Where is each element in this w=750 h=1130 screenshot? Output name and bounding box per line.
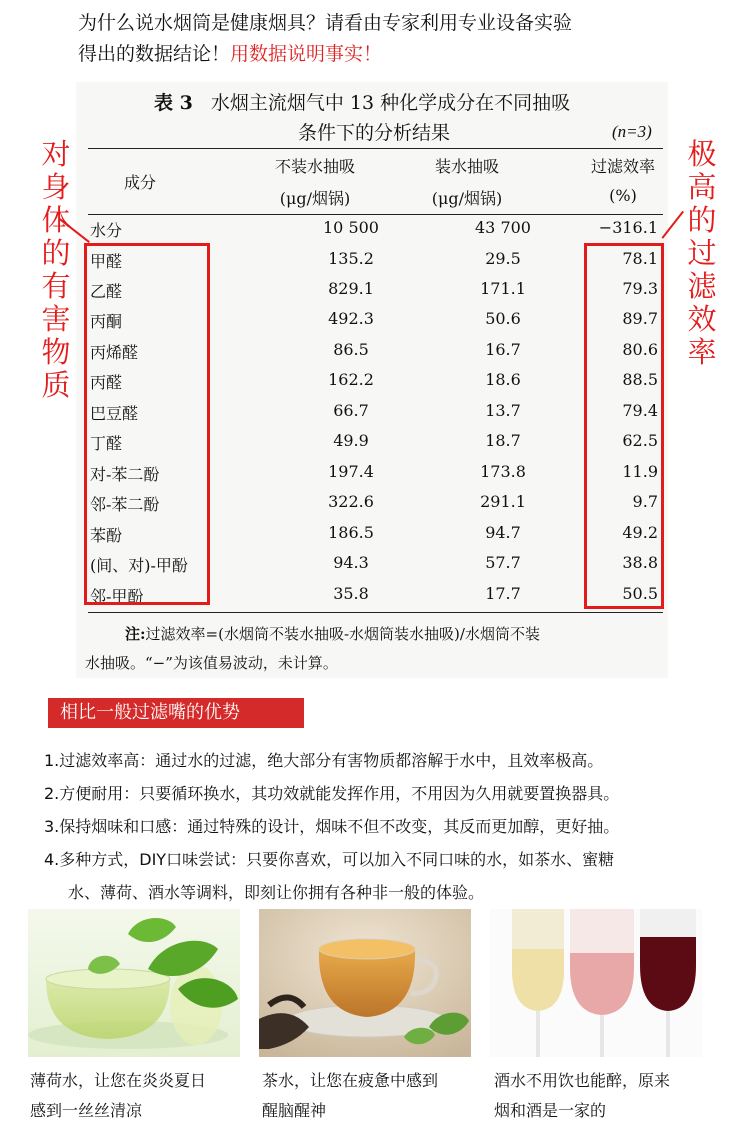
table-title-line-1: 水烟主流烟气中 13 种化学成分在不同抽吸 (210, 92, 571, 114)
cell-with-water: 43 700 (475, 218, 531, 237)
high-efficiency-label-char: 率 (687, 335, 717, 369)
header-with-water-unit: (μg/烟锅) (431, 189, 503, 208)
wine-glasses-icon (490, 909, 702, 1057)
cell-efficiency: 80.6 (622, 340, 658, 359)
note-text-2: 水抽吸。“−”为该值易波动，未计算。 (85, 654, 338, 672)
header-efficiency-unit: (%) (609, 186, 637, 205)
cell-component: 丙烯醛 (90, 343, 139, 362)
cell-no-water: 135.2 (328, 249, 374, 268)
cell-component: 邻-甲酚 (90, 587, 144, 606)
list-item: 2.方便耐用：只要循环换水，其功效就能发挥作用，不用因为久用就要置换器具。 (44, 784, 620, 803)
cell-no-water: 66.7 (333, 401, 369, 420)
harmful-substances-label-char: 对 (41, 137, 71, 171)
cell-with-water: 171.1 (480, 279, 526, 298)
advantages-heading: 相比一般过滤嘴的优势 (48, 698, 304, 728)
cell-with-water: 29.5 (485, 249, 521, 268)
cell-with-water: 17.7 (485, 584, 521, 603)
cell-component: 巴豆醛 (90, 404, 139, 423)
cell-efficiency: 11.9 (622, 462, 658, 481)
cell-no-water: 94.3 (333, 553, 369, 572)
cell-component: 丙酮 (90, 312, 123, 331)
cell-efficiency: 38.8 (622, 553, 658, 572)
cell-efficiency: 79.3 (622, 279, 658, 298)
cell-component: 邻-苯二酚 (90, 495, 160, 514)
tea-photo (259, 909, 471, 1057)
cell-no-water: 49.9 (333, 431, 369, 450)
cell-efficiency: 9.7 (632, 492, 658, 511)
cell-component: 苯酚 (90, 526, 123, 545)
cell-component: 丁醛 (90, 434, 123, 453)
harmful-substances-box (84, 243, 210, 605)
wine-caption-line-1: 酒水不用饮也能醉，原来 (494, 1071, 671, 1090)
harmful-substances-label-char: 有 (41, 269, 71, 303)
table-top-rule (88, 148, 663, 149)
intro-line-2 (78, 39, 728, 70)
intro-text (78, 8, 728, 70)
cell-no-water: 162.2 (328, 370, 374, 389)
cell-with-water: 18.6 (485, 370, 521, 389)
harmful-substances-label-char: 质 (41, 368, 71, 402)
tea-caption-line-1: 茶水，让您在疲惫中感到 (262, 1071, 439, 1090)
list-item-continuation: 水、薄荷、酒水等调料，即刻让你拥有各种非一般的体验。 (68, 883, 485, 902)
cell-no-water: 35.8 (333, 584, 369, 603)
note-text-1: 过滤效率=(水烟筒不装水抽吸-水烟筒装水抽吸)/水烟筒不装 (145, 625, 540, 643)
cell-component: 乙醛 (90, 282, 123, 301)
mint-caption-line-1: 薄荷水，让您在炎炎夏日 (30, 1071, 207, 1090)
filter-efficiency-box (584, 243, 664, 609)
cell-no-water: 186.5 (328, 523, 374, 542)
cell-component: 丙醛 (90, 373, 123, 392)
harmful-substances-label-char: 害 (41, 302, 71, 336)
header-no-water-unit: (μg/烟锅) (279, 189, 351, 208)
cell-component: 水分 (90, 221, 123, 240)
mint-water-photo (28, 909, 240, 1057)
wine-caption-line-2: 烟和酒是一家的 (494, 1101, 607, 1120)
cell-no-water: 197.4 (328, 462, 374, 481)
harmful-substances-label-char: 物 (41, 335, 71, 369)
intro-line-2-text: 得出的数据结论！ (78, 43, 231, 65)
intro-highlight: 用数据说明事实！ (230, 43, 383, 65)
header-with-water: 装水抽吸 (434, 157, 499, 176)
list-item: 4.多种方式，DIY口味尝试：只要你喜欢，可以加入不同口味的水，如茶水、蜜糖 (44, 850, 615, 869)
table-title (154, 88, 570, 115)
table-title-line-2: 条件下的分析结果 (298, 122, 451, 144)
harmful-substances-label-char: 体 (41, 203, 71, 237)
cell-no-water: 492.3 (328, 309, 374, 328)
cell-no-water: 10 500 (323, 218, 379, 237)
cell-component: 对-苯二酚 (90, 465, 160, 484)
cell-no-water: 322.6 (328, 492, 374, 511)
cell-efficiency: 62.5 (622, 431, 658, 450)
table-number: 表 3 (154, 92, 193, 114)
high-efficiency-label (684, 138, 720, 369)
table-note (85, 620, 670, 678)
cell-efficiency: 78.1 (622, 249, 658, 268)
note-label: 注: (125, 625, 146, 643)
harmful-substances-label-char: 身 (41, 170, 71, 204)
wine-caption (494, 1066, 706, 1126)
list-item: 3.保持烟味和口感：通过特殊的设计，烟味不但不改变，其反而更加醇，更好抽。 (44, 817, 620, 836)
sample-note: (n=3) (612, 122, 652, 141)
mint-caption (30, 1066, 242, 1126)
cell-no-water: 86.5 (333, 340, 369, 359)
tea-caption-line-2: 醒脑醒神 (262, 1101, 327, 1120)
header-component: 成分 (123, 173, 156, 192)
cell-with-water: 13.7 (485, 401, 521, 420)
cell-with-water: 16.7 (485, 340, 521, 359)
cell-with-water: 50.6 (485, 309, 521, 328)
mint-caption-line-2: 感到一丝丝清凉 (30, 1101, 143, 1120)
cell-with-water: 57.7 (485, 553, 521, 572)
list-item: 1.过滤效率高：通过水的过滤，绝大部分有害物质都溶解于水中，且效率极高。 (44, 751, 604, 770)
tea-caption (262, 1066, 474, 1126)
cell-component: 甲醛 (90, 252, 123, 271)
cell-no-water: 829.1 (328, 279, 374, 298)
cell-with-water: 94.7 (485, 523, 521, 542)
wine-photo (490, 909, 702, 1057)
note-line-1 (125, 620, 670, 649)
cell-efficiency: 79.4 (622, 401, 658, 420)
cell-with-water: 173.8 (480, 462, 526, 481)
cell-efficiency: 88.5 (622, 370, 658, 389)
high-efficiency-label-char: 滤 (687, 269, 717, 303)
high-efficiency-label-char: 效 (687, 302, 717, 336)
header-no-water: 不装水抽吸 (274, 157, 355, 176)
cell-efficiency: 49.2 (622, 523, 658, 542)
cell-with-water: 18.7 (485, 431, 521, 450)
high-efficiency-label-char: 的 (687, 203, 717, 237)
tea-cup-icon (259, 909, 471, 1057)
harmful-substances-label-char: 的 (41, 236, 71, 270)
intro-line-1: 为什么说水烟筒是健康烟具？请看由专家利用专业设备实验 (78, 12, 573, 34)
high-efficiency-label-char: 高 (687, 170, 717, 204)
high-efficiency-label-char: 极 (687, 137, 717, 171)
advantages-list (44, 744, 744, 909)
cell-efficiency: 89.7 (622, 309, 658, 328)
cell-with-water: 291.1 (480, 492, 526, 511)
harmful-substances-label (38, 138, 74, 402)
table-bottom-rule (88, 612, 663, 613)
table-row (88, 214, 663, 244)
mint-water-glass-icon (28, 909, 240, 1057)
cell-efficiency: 50.5 (622, 584, 658, 603)
cell-efficiency: −316.1 (598, 218, 658, 237)
high-efficiency-label-char: 过 (687, 236, 717, 270)
header-efficiency: 过滤效率 (590, 157, 655, 176)
cell-component: (间、对)-甲酚 (90, 556, 188, 575)
